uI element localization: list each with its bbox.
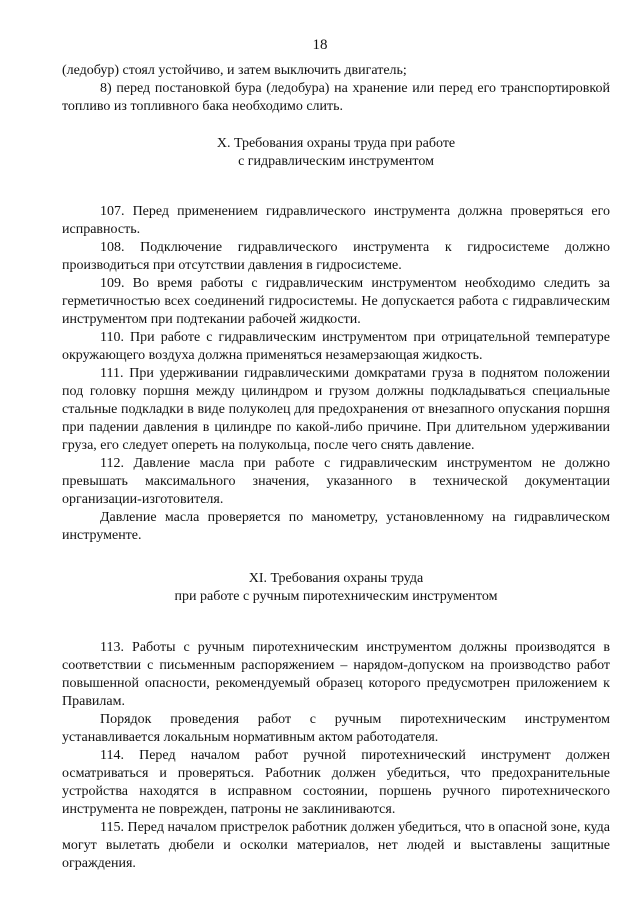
paragraph-107: 107. Перед применением гидравлического инструмента должна проверяться его исправность. [62,204,610,237]
section-10-heading [62,135,610,171]
paragraph-114: 114. Перед началом работ ручной пиротехнический инструмент должен осматриваться и проверяться. Работник должен убедиться, что предохранительные устройства находятся в исправном состоянии, поршень ручного пиротехнического инструмента не поврежден, патроны не заклиниваются. [62,748,610,817]
paragraph-113-procedure: Порядок проведения работ с ручным пиротехническим инструментом устанавливается локальным нормативным актом работодателя. [62,712,610,745]
paragraph-continuation: (ледобур) стоял устойчиво, и затем выключить двигатель; [62,63,407,78]
paragraph-113: 113. Работы с ручным пиротехническим инструментом должны производятся в соответствии с письменным распоряжением – нарядом-допуском на производство работ повышенной опасности, рекомендуемый образец которого предусмотрен приложением к Правилам. [62,640,610,709]
paragraph-109: 109. Во время работы с гидравлическим инструментом необходимо следить за герметичностью всех соединений гидросистемы. Не допускается работа с гидравлическим инструментом при подтекании рабочей жидкости. [62,276,610,327]
section-11-heading-line1: XI. Требования охраны труда [248,571,424,586]
page-content [62,62,610,873]
paragraph-111: 111. При удерживании гидравлическими домкратами груза в поднятом положении под головку поршня между цилиндром и грузом должны подкладываться специальные стальные подкладки в виде полуколец для предохранения от внезапного опускания поршня при падении давления в цилиндре по какой-либо причине. При длительном удерживании груза, его следует опереть на полукольца, после чего снять давление. [62,366,610,453]
section-10-heading-line1: X. Требования охраны труда при работе [216,136,456,151]
paragraph-108: 108. Подключение гидравлического инструмента к гидросистеме должно производиться при отсутствии давления в гидросистеме. [62,240,610,273]
paragraph-112-pressure: Давление масла проверяется по манометру, установленному на гидравлическом инструменте. [62,510,610,543]
paragraph-112: 112. Давление масла при работе с гидравлическим инструментом не должно превышать максимального значения, указанного в технической документации организации-изготовителя. [62,456,610,507]
paragraph-110: 110. При работе с гидравлическим инструментом при отрицательной температуре окружающего воздуха должна применяться незамерзающая жидкость. [62,330,610,363]
section-11-heading [62,570,610,606]
paragraph-item-8: 8) перед постановкой бура (ледобура) на хранение или перед его транспортировкой топливо из топливного бака необходимо слить. [62,81,610,114]
section-10-heading-line2: с гидравлическим инструментом [238,154,434,169]
paragraph-115: 115. Перед началом пристрелок работник должен убедиться, что в опасной зоне, куда могут вылетать дюбели и осколки материалов, нет людей и выставлены защитные ограждения. [62,820,610,871]
section-11-heading-line2: при работе с ручным пиротехническим инструментом [174,589,498,604]
page-number: 18 [312,37,328,53]
